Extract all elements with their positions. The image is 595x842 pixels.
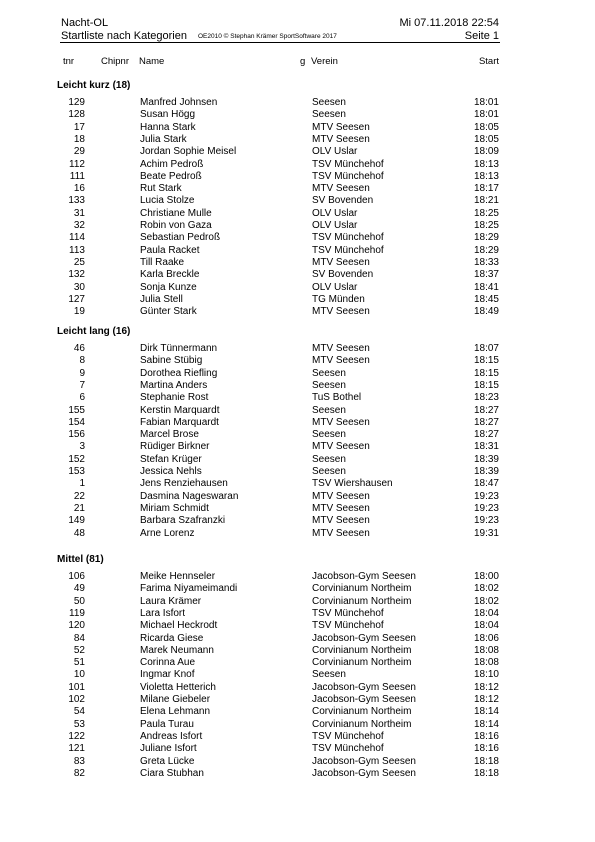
runner-name: Julia Stell	[140, 293, 183, 305]
club-name: OLV Uslar	[312, 146, 358, 158]
start-time: 18:41	[473, 281, 499, 293]
club-name: TuS Bothel	[312, 392, 362, 404]
table-row	[0, 232, 595, 244]
club-name: Jacobson-Gym Seesen	[312, 767, 416, 779]
start-time: 18:14	[473, 706, 499, 718]
col-header-start: Start	[478, 56, 499, 67]
club-name: Seesen	[312, 97, 346, 108]
category-heading: Mittel (81)	[57, 554, 104, 565]
runner-name: Robin von Gaza	[140, 220, 212, 231]
start-number: 17	[73, 121, 85, 133]
runner-name: Rut Stark	[140, 183, 182, 195]
start-time: 18:16	[473, 743, 499, 755]
start-number: 10	[73, 669, 85, 681]
club-name: MTV Seesen	[312, 306, 370, 318]
start-number: 48	[73, 527, 85, 539]
start-time: 18:02	[473, 595, 499, 607]
col-header-club: Verein	[311, 56, 338, 67]
page-number: Seite 1	[464, 30, 499, 42]
start-time: 18:02	[473, 583, 499, 595]
start-number: 31	[73, 207, 85, 219]
start-time: 18:01	[473, 97, 499, 108]
club-name: MTV Seesen	[312, 527, 370, 539]
table-row	[0, 97, 595, 109]
table-row	[0, 183, 595, 195]
club-name: OLV Uslar	[312, 281, 358, 293]
start-time: 18:15	[473, 355, 499, 367]
runner-name: Juliane Isfort	[140, 743, 197, 755]
runner-name: Ingmar Knof	[140, 669, 195, 681]
start-time: 18:12	[473, 694, 499, 705]
category-heading: Leicht kurz (18)	[57, 80, 131, 91]
start-number: 111	[69, 170, 85, 182]
start-number: 128	[68, 109, 85, 121]
runner-name: Lara Isfort	[140, 607, 186, 619]
start-time: 18:05	[473, 133, 499, 145]
table-row	[0, 694, 595, 706]
table-row	[0, 368, 595, 380]
club-name: Corvinianum Northeim	[312, 595, 412, 607]
runner-name: Michael Heckrodt	[140, 620, 218, 632]
start-number: 154	[68, 416, 85, 428]
table-row	[0, 257, 595, 269]
start-time: 18:13	[473, 158, 499, 170]
start-number: 52	[73, 644, 85, 656]
start-time: 18:25	[473, 207, 499, 219]
table-row	[0, 571, 595, 583]
table-row	[0, 620, 595, 632]
start-number: 9	[79, 367, 85, 379]
start-number: 1	[79, 478, 85, 490]
table-row	[0, 294, 595, 306]
start-number: 120	[68, 620, 85, 632]
start-number: 114	[69, 232, 85, 244]
start-time: 18:18	[473, 767, 499, 779]
runner-name: Martina Anders	[140, 379, 208, 391]
table-row	[0, 282, 595, 294]
club-name: Seesen	[312, 669, 346, 681]
start-time: 18:25	[473, 220, 499, 231]
software-credit: OE2010 © Stephan Krämer SportSoftware 2017	[198, 33, 337, 40]
club-name: MTV Seesen	[312, 343, 370, 354]
start-time: 18:23	[473, 392, 499, 404]
runner-name: Manfred Johnsen	[140, 97, 218, 108]
club-name: Jacobson-Gym Seesen	[312, 571, 416, 582]
table-row	[0, 491, 595, 503]
start-time: 18:45	[473, 293, 499, 305]
col-header-chipnr: Chipnr	[101, 56, 129, 67]
start-number: 29	[73, 146, 85, 158]
runner-name: Dasmina Nageswaran	[140, 490, 239, 502]
club-name: SV Bovenden	[312, 269, 374, 281]
table-row	[0, 669, 595, 681]
start-time: 19:31	[473, 527, 499, 539]
club-name: Seesen	[312, 109, 346, 121]
club-name: Jacobson-Gym Seesen	[312, 694, 416, 705]
start-time: 18:27	[473, 404, 499, 416]
header-rule	[60, 42, 500, 43]
start-time: 18:39	[473, 453, 499, 465]
table-row	[0, 466, 595, 478]
start-number: 152	[68, 453, 85, 465]
club-name: MTV Seesen	[312, 515, 370, 527]
table-row	[0, 583, 595, 595]
runner-name: Marcel Brose	[140, 429, 199, 441]
start-time: 18:27	[473, 429, 499, 441]
club-name: Seesen	[312, 453, 346, 465]
runner-name: Kerstin Marquardt	[140, 404, 220, 416]
start-number: 25	[73, 256, 85, 268]
start-time: 18:29	[473, 232, 499, 244]
start-number: 127	[68, 293, 85, 305]
table-row	[0, 392, 595, 404]
category-heading: Leicht lang (16)	[57, 326, 131, 337]
start-number: 8	[79, 355, 85, 367]
start-number: 22	[73, 490, 85, 502]
runner-name: Sebastian Pedroß	[140, 232, 221, 244]
club-name: Corvinianum Northeim	[312, 718, 412, 730]
runner-name: Achim Pedroß	[140, 158, 204, 170]
runner-name: Andreas Isfort	[140, 730, 203, 742]
club-name: TG Münden	[312, 293, 365, 305]
runner-name: Jordan Sophie Meisel	[140, 146, 237, 158]
col-header-tnr: tnr	[63, 56, 75, 67]
start-number: 121	[68, 743, 85, 755]
runner-name: Julia Stark	[140, 133, 187, 145]
start-number: 83	[73, 755, 85, 767]
start-time: 18:04	[473, 607, 499, 619]
club-name: MTV Seesen	[312, 355, 370, 367]
runner-name: Paula Turau	[140, 718, 194, 730]
club-name: Seesen	[312, 466, 346, 477]
club-name: Jacobson-Gym Seesen	[312, 632, 416, 644]
start-time: 18:31	[473, 441, 499, 453]
club-name: Seesen	[312, 404, 346, 416]
runner-name: Susan Högg	[140, 109, 196, 121]
start-time: 18:09	[473, 146, 499, 158]
start-number: 16	[73, 183, 85, 195]
table-row	[0, 380, 595, 392]
start-number: 50	[73, 595, 85, 607]
runner-name: Hanna Stark	[140, 121, 196, 133]
runner-name: Till Raake	[140, 256, 185, 268]
club-name: OLV Uslar	[312, 207, 358, 219]
club-name: Seesen	[312, 379, 346, 391]
runner-name: Milane Giebeler	[140, 694, 211, 705]
runner-name: Fabian Marquardt	[140, 416, 219, 428]
table-row	[0, 596, 595, 608]
runner-name: Stephanie Rost	[140, 392, 209, 404]
club-name: TSV Münchehof	[312, 170, 384, 182]
table-row	[0, 645, 595, 657]
runner-name: Ciara Stubhan	[140, 767, 204, 779]
club-name: Seesen	[312, 367, 346, 379]
start-number: 106	[68, 571, 85, 582]
table-row	[0, 159, 595, 171]
start-number: 112	[69, 158, 85, 170]
start-time: 18:49	[473, 306, 499, 318]
start-number: 21	[73, 502, 85, 514]
start-time: 18:47	[473, 478, 499, 490]
club-name: MTV Seesen	[312, 502, 370, 514]
start-number: 82	[73, 767, 85, 779]
start-number: 6	[79, 392, 85, 404]
start-time: 18:15	[473, 367, 499, 379]
runner-name: Farima Niyameimandi	[140, 583, 238, 595]
start-number: 132	[68, 269, 85, 281]
runner-name: Karla Breckle	[140, 269, 200, 281]
start-number: 149	[68, 515, 85, 527]
club-name: Corvinianum Northeim	[312, 706, 412, 718]
start-time: 18:10	[473, 669, 499, 681]
runner-name: Violetta Hetterich	[140, 681, 216, 693]
start-time: 18:00	[473, 571, 499, 582]
table-row	[0, 528, 595, 540]
table-row	[0, 478, 595, 490]
table-row	[0, 454, 595, 466]
table-row	[0, 515, 595, 527]
start-number: 49	[73, 583, 85, 595]
start-time: 18:15	[473, 379, 499, 391]
start-number: 32	[73, 220, 85, 231]
start-number: 155	[68, 404, 85, 416]
start-number: 113	[69, 244, 85, 256]
runner-name: Dirk Tünnermann	[140, 343, 218, 354]
table-row	[0, 429, 595, 441]
runner-name: Beate Pedroß	[140, 170, 202, 182]
table-row	[0, 608, 595, 620]
start-number: 156	[68, 429, 85, 441]
start-time: 18:04	[473, 620, 499, 632]
event-name: Nacht-OL	[61, 17, 109, 29]
start-time: 18:08	[473, 644, 499, 656]
start-time: 18:17	[473, 183, 499, 195]
table-row	[0, 657, 595, 669]
start-number: 84	[73, 632, 85, 644]
print-datetime: Mi 07.11.2018 22:54	[399, 17, 499, 29]
start-time: 19:23	[473, 490, 499, 502]
start-time: 18:01	[473, 109, 499, 121]
runner-name: Lucia Stolze	[140, 195, 195, 207]
table-row	[0, 269, 595, 281]
table-row	[0, 171, 595, 183]
table-row	[0, 134, 595, 146]
club-name: Jacobson-Gym Seesen	[312, 681, 416, 693]
club-name: MTV Seesen	[312, 490, 370, 502]
table-row	[0, 405, 595, 417]
table-row	[0, 195, 595, 207]
table-row	[0, 756, 595, 768]
start-number: 129	[68, 97, 85, 108]
start-number: 53	[73, 718, 85, 730]
start-time: 18:06	[473, 632, 499, 644]
club-name: Corvinianum Northeim	[312, 583, 412, 595]
table-row	[0, 503, 595, 515]
table-row	[0, 719, 595, 731]
runner-name: Ricarda Giese	[140, 632, 204, 644]
table-row	[0, 343, 595, 355]
start-time: 18:16	[473, 730, 499, 742]
start-time: 18:07	[473, 343, 499, 354]
club-name: Seesen	[312, 429, 346, 441]
runner-name: Sonja Kunze	[140, 281, 197, 293]
start-time: 19:23	[473, 515, 499, 527]
table-row	[0, 706, 595, 718]
club-name: Corvinianum Northeim	[312, 644, 412, 656]
start-time: 18:18	[473, 755, 499, 767]
club-name: TSV Münchehof	[312, 743, 384, 755]
start-time: 18:37	[473, 269, 499, 281]
col-header-g: g	[300, 56, 306, 67]
club-name: TSV Wiershausen	[312, 478, 393, 490]
start-number: 101	[68, 681, 85, 693]
runner-name: Rüdiger Birkner	[140, 441, 210, 453]
runner-name: Elena Lehmann	[140, 706, 211, 718]
start-time: 18:14	[473, 718, 499, 730]
start-number: 3	[79, 441, 85, 453]
start-number: 51	[73, 657, 85, 669]
runner-name: Miriam Schmidt	[140, 502, 209, 514]
club-name: Corvinianum Northeim	[312, 657, 412, 669]
table-row	[0, 245, 595, 257]
runner-name: Laura Krämer	[140, 595, 202, 607]
runner-name: Christiane Mulle	[140, 207, 212, 219]
start-number: 30	[73, 281, 85, 293]
club-name: MTV Seesen	[312, 183, 370, 195]
table-row	[0, 743, 595, 755]
start-number: 122	[68, 730, 85, 742]
club-name: MTV Seesen	[312, 133, 370, 145]
start-time: 18:33	[473, 256, 499, 268]
start-number: 18	[73, 133, 85, 145]
start-number: 19	[73, 306, 85, 318]
table-row	[0, 417, 595, 429]
runner-name: Marek Neumann	[140, 644, 214, 656]
club-name: Jacobson-Gym Seesen	[312, 755, 416, 767]
start-number: 7	[79, 379, 85, 391]
start-time: 18:08	[473, 657, 499, 669]
start-time: 18:13	[473, 170, 499, 182]
club-name: TSV Münchehof	[312, 158, 384, 170]
club-name: MTV Seesen	[312, 416, 370, 428]
runner-name: Günter Stark	[140, 306, 197, 318]
start-time: 19:23	[473, 502, 499, 514]
runner-name: Paula Racket	[140, 244, 200, 256]
club-name: TSV Münchehof	[312, 620, 384, 632]
runner-name: Barbara Szafranzki	[140, 515, 226, 527]
start-time: 18:27	[473, 416, 499, 428]
table-row	[0, 768, 595, 780]
runner-name: Sabine Stübig	[140, 355, 203, 367]
start-number: 102	[68, 694, 85, 705]
start-number: 133	[68, 195, 85, 207]
runner-name: Jessica Nehls	[140, 466, 202, 477]
runner-name: Corinna Aue	[140, 657, 196, 669]
start-time: 18:39	[473, 466, 499, 477]
runner-name: Dorothea Riefling	[140, 367, 218, 379]
col-header-name: Name	[139, 56, 165, 67]
start-number: 119	[69, 607, 85, 619]
document-title: Startliste nach Kategorien	[61, 30, 187, 42]
runner-name: Stefan Krüger	[140, 453, 202, 465]
table-row	[0, 306, 595, 318]
table-row	[0, 220, 595, 232]
runner-name: Arne Lorenz	[140, 527, 195, 539]
table-row	[0, 731, 595, 743]
start-number: 54	[73, 706, 85, 718]
club-name: SV Bovenden	[312, 195, 374, 207]
runner-name: Jens Renziehausen	[140, 478, 228, 490]
club-name: TSV Münchehof	[312, 607, 384, 619]
club-name: MTV Seesen	[312, 256, 370, 268]
start-time: 18:05	[473, 121, 499, 133]
table-row	[0, 682, 595, 694]
table-row	[0, 441, 595, 453]
table-row	[0, 355, 595, 367]
start-time: 18:12	[473, 681, 499, 693]
table-row	[0, 146, 595, 158]
club-name: OLV Uslar	[312, 220, 358, 231]
start-number: 153	[68, 466, 85, 477]
club-name: MTV Seesen	[312, 441, 370, 453]
start-number: 46	[73, 343, 85, 354]
club-name: TSV Münchehof	[312, 244, 384, 256]
club-name: TSV Münchehof	[312, 730, 384, 742]
table-row	[0, 109, 595, 121]
start-time: 18:21	[473, 195, 499, 207]
table-row	[0, 633, 595, 645]
table-row	[0, 122, 595, 134]
start-time: 18:29	[473, 244, 499, 256]
runner-name: Meike Hennseler	[140, 571, 216, 582]
club-name: MTV Seesen	[312, 121, 370, 133]
table-row	[0, 208, 595, 220]
club-name: TSV Münchehof	[312, 232, 384, 244]
runner-name: Greta Lücke	[140, 755, 195, 767]
